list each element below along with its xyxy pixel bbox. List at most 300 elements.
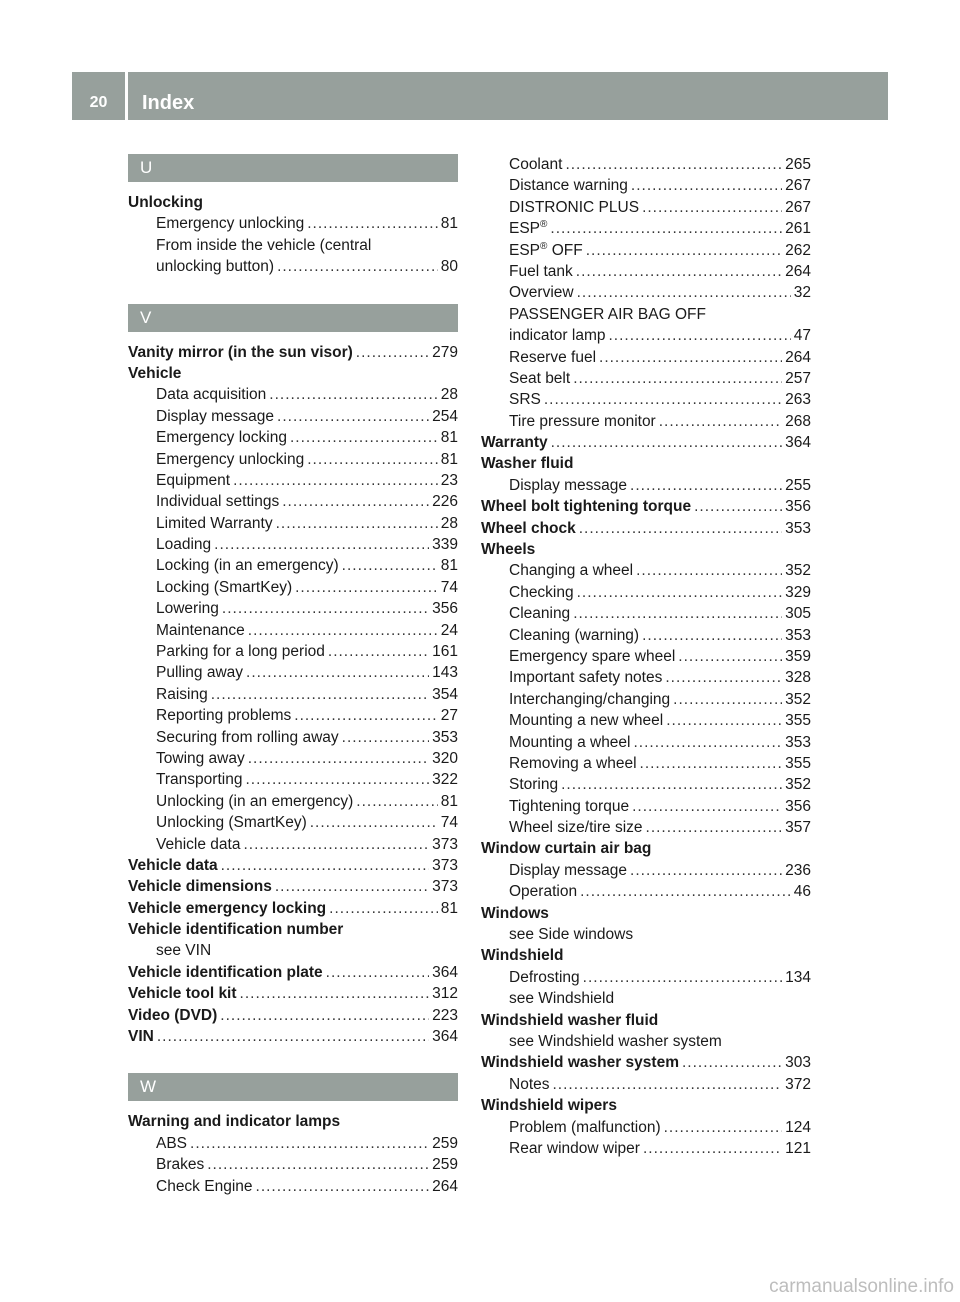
entry-label: Unlocking (SmartKey)	[156, 814, 307, 832]
page-reference[interactable]: 364	[432, 1028, 458, 1046]
dot-leader	[277, 406, 429, 427]
entry-label: Wheel chock	[481, 519, 576, 537]
entry-suffix: OFF	[547, 241, 583, 259]
index-subentry	[481, 774, 811, 795]
dot-leader	[275, 876, 429, 897]
entry-label: Limited Warranty	[156, 514, 273, 532]
page-reference[interactable]: 312	[432, 985, 458, 1003]
page-reference[interactable]: 359	[785, 647, 811, 665]
entry-text	[156, 662, 243, 683]
index-subentry	[128, 769, 458, 790]
page-reference[interactable]: 320	[432, 749, 458, 767]
entry-label: Transporting	[156, 771, 243, 789]
index-subentry	[128, 534, 458, 555]
index-subentry	[481, 625, 811, 646]
entry-text	[156, 598, 219, 619]
dot-leader	[220, 1005, 429, 1026]
entry-label: Warranty	[481, 434, 548, 452]
page-reference[interactable]: 267	[785, 198, 811, 216]
page-reference[interactable]: 223	[432, 1006, 458, 1024]
entry-text	[509, 325, 606, 346]
entry-label: Data acquisition	[156, 386, 267, 404]
dot-leader	[277, 256, 438, 277]
page-reference[interactable]: 353	[785, 626, 811, 644]
index-subentry	[481, 304, 811, 325]
entry-label: Raising	[156, 685, 208, 703]
page-reference[interactable]: 23	[440, 471, 458, 489]
entry-text	[128, 962, 323, 983]
dot-leader	[307, 449, 438, 470]
page-reference[interactable]: 329	[785, 583, 811, 601]
entry-label: Problem (malfunction)	[509, 1118, 661, 1136]
entry-text	[509, 646, 675, 667]
index-subentry	[481, 475, 811, 496]
page-reference[interactable]: 81	[440, 450, 458, 468]
index-subentry	[128, 641, 458, 662]
entry-text	[481, 1010, 658, 1031]
entry-text	[509, 261, 573, 282]
entry-text	[509, 753, 637, 774]
entry-text	[128, 855, 218, 876]
index-subentry	[481, 218, 811, 239]
entry-text	[156, 384, 266, 405]
page-reference[interactable]: 268	[785, 412, 811, 430]
dot-leader	[294, 705, 437, 726]
dot-leader	[573, 603, 782, 624]
index-subentry	[128, 406, 458, 427]
page-reference[interactable]: 355	[785, 712, 811, 730]
index-entry	[128, 1005, 458, 1026]
dot-leader	[579, 518, 782, 539]
page-reference[interactable]: 259	[432, 1156, 458, 1174]
index-subentry	[481, 582, 811, 603]
page-reference[interactable]: 353	[785, 733, 811, 751]
entry-label: Changing a wheel	[509, 562, 634, 580]
dot-leader	[643, 1138, 782, 1159]
entry-label: Important safety notes	[509, 669, 663, 687]
entry-text	[481, 903, 549, 924]
page-reference[interactable]: 74	[440, 814, 458, 832]
page-reference[interactable]: 356	[432, 600, 458, 618]
dot-leader	[631, 175, 782, 196]
index-subentry	[481, 646, 811, 667]
dot-leader	[577, 582, 783, 603]
page-reference[interactable]: 353	[785, 519, 811, 537]
page-reference[interactable]: 264	[432, 1177, 458, 1195]
index-subentry	[128, 791, 458, 812]
index-entry	[128, 1111, 458, 1132]
page-reference[interactable]: 24	[440, 621, 458, 639]
entry-text	[509, 774, 558, 795]
index-subentry	[128, 384, 458, 405]
dot-leader	[646, 817, 783, 838]
page-reference[interactable]: 27	[440, 707, 458, 725]
dot-leader	[599, 347, 782, 368]
page-reference[interactable]: 279	[432, 343, 458, 361]
page-reference[interactable]: 305	[785, 605, 811, 623]
entry-text	[156, 491, 279, 512]
entry-text	[481, 1052, 679, 1073]
entry-label: Loading	[156, 536, 212, 554]
registered-mark: ®	[540, 240, 548, 252]
index-subentry	[481, 368, 811, 389]
entry-text	[156, 470, 230, 491]
entry-text	[128, 1026, 154, 1047]
dot-leader	[580, 881, 791, 902]
entry-text	[128, 1111, 340, 1132]
index-subentry	[128, 577, 458, 598]
entry-label: Vanity mirror (in the sun visor)	[128, 343, 353, 361]
entry-label: PASSENGER AIR BAG OFF	[509, 305, 706, 323]
page-reference[interactable]: 236	[785, 861, 811, 879]
entry-label: Towing away	[156, 749, 245, 767]
entry-label: Windshield washer fluid	[481, 1011, 659, 1029]
dot-leader	[290, 427, 438, 448]
dot-leader	[214, 534, 429, 555]
page-reference[interactable]: 124	[785, 1118, 811, 1136]
entry-label: Removing a wheel	[509, 754, 637, 772]
entry-text	[156, 406, 274, 427]
page-reference[interactable]: 254	[432, 407, 458, 425]
entry-label: Distance warning	[509, 177, 628, 195]
index-subentry	[481, 197, 811, 218]
page-reference[interactable]: 353	[432, 728, 458, 746]
entry-label: Washer fluid	[481, 455, 574, 473]
dot-leader	[586, 240, 782, 261]
index-subentry	[481, 261, 811, 282]
index-subentry	[128, 598, 458, 619]
entry-text	[156, 620, 245, 641]
dot-leader	[665, 667, 782, 688]
page-reference[interactable]: 355	[785, 754, 811, 772]
page-reference[interactable]: 261	[785, 220, 811, 238]
index-subentry	[481, 603, 811, 624]
page-reference[interactable]: 373	[432, 856, 458, 874]
entry-text	[509, 625, 639, 646]
page-reference[interactable]: 352	[785, 562, 811, 580]
dot-leader	[642, 625, 782, 646]
entry-label: Individual settings	[156, 493, 280, 511]
page-reference[interactable]: 264	[785, 348, 811, 366]
page-reference[interactable]: 257	[785, 369, 811, 387]
entry-label: Equipment	[156, 471, 231, 489]
entry-text	[509, 881, 577, 902]
dot-leader	[544, 389, 782, 410]
dot-leader	[222, 598, 429, 619]
dot-leader	[329, 898, 438, 919]
entry-text	[509, 1117, 661, 1138]
entry-label: Notes	[509, 1075, 550, 1093]
page-reference[interactable]: 81	[440, 899, 458, 917]
page-reference[interactable]: 356	[785, 797, 811, 815]
page-header-bar	[72, 72, 888, 120]
dot-leader	[550, 218, 782, 239]
entry-text	[509, 796, 629, 817]
header-divider	[125, 72, 128, 120]
entry-label: Maintenance	[156, 621, 245, 639]
entry-label: Storing	[509, 776, 559, 794]
index-subentry	[481, 1031, 811, 1052]
index-subentry	[128, 748, 458, 769]
page-reference[interactable]: 121	[785, 1139, 811, 1157]
page-reference[interactable]: 364	[432, 963, 458, 981]
index-entry	[481, 945, 811, 966]
entry-label: Vehicle data	[156, 835, 241, 853]
dot-leader	[356, 791, 437, 812]
index-subentry	[481, 411, 811, 432]
index-subentry	[128, 555, 458, 576]
index-entry	[128, 1026, 458, 1047]
watermark: carmanualsonline.info	[769, 1276, 954, 1297]
page-reference[interactable]: 143	[432, 664, 458, 682]
page-reference[interactable]: 356	[785, 498, 811, 516]
index-column-left	[128, 154, 458, 1197]
index-subentry	[128, 256, 458, 277]
index-subentry	[128, 470, 458, 491]
page-reference[interactable]: 328	[785, 669, 811, 687]
page-reference[interactable]: 81	[440, 557, 458, 575]
entry-label: Mounting a new wheel	[509, 712, 664, 730]
index-subentry	[481, 1074, 811, 1095]
index-subentry	[128, 513, 458, 534]
page-reference[interactable]: 262	[785, 241, 811, 259]
index-subentry	[481, 924, 811, 945]
index-subentry	[481, 753, 811, 774]
index-subentry	[481, 154, 811, 175]
dot-leader	[609, 325, 791, 346]
entry-text	[509, 389, 541, 410]
index-subentry	[128, 449, 458, 470]
dot-leader	[642, 197, 782, 218]
entry-label: DISTRONIC PLUS	[509, 198, 640, 216]
entry-text	[156, 1154, 204, 1175]
entry-text	[509, 924, 633, 945]
entry-text	[509, 967, 580, 988]
page-reference[interactable]: 372	[785, 1075, 811, 1093]
entry-text	[509, 475, 627, 496]
entry-text	[128, 983, 237, 1004]
page-reference[interactable]: 259	[432, 1134, 458, 1152]
dot-leader	[221, 855, 430, 876]
entry-text	[156, 1176, 253, 1197]
entry-label: Wheel bolt tightening torque	[481, 498, 692, 516]
page-reference[interactable]: 28	[440, 386, 458, 404]
entry-text	[156, 791, 353, 812]
page-reference[interactable]: 74	[440, 578, 458, 596]
page-reference[interactable]: 357	[785, 819, 811, 837]
entry-text	[156, 748, 245, 769]
index-subentry	[481, 860, 811, 881]
index-entry	[128, 855, 458, 876]
entry-text	[128, 876, 272, 897]
page-reference[interactable]: 255	[785, 476, 811, 494]
registered-mark: ®	[540, 219, 548, 230]
index-subentry	[481, 796, 811, 817]
entry-label: Fuel tank	[509, 262, 573, 280]
entry-text	[156, 256, 274, 277]
page-reference[interactable]: 81	[440, 792, 458, 810]
index-subentry	[128, 1176, 458, 1197]
page-reference[interactable]: 303	[785, 1054, 811, 1072]
page-reference[interactable]: 81	[440, 215, 458, 233]
index-entry	[128, 876, 458, 897]
index-subentry	[128, 427, 458, 448]
dot-leader	[211, 684, 429, 705]
entry-label: Video (DVD)	[128, 1006, 218, 1024]
entry-label: unlocking button)	[156, 258, 275, 276]
entry-text	[509, 689, 670, 710]
dot-leader	[246, 662, 429, 683]
page-reference[interactable]: 46	[793, 883, 811, 901]
dot-leader	[561, 774, 782, 795]
dot-leader	[630, 475, 782, 496]
page-reference[interactable]: 373	[432, 835, 458, 853]
entry-label: Cleaning (warning)	[509, 626, 640, 644]
entry-text	[156, 449, 304, 470]
entry-text	[509, 732, 631, 753]
entry-label: Reserve fuel	[509, 348, 597, 366]
entry-text	[156, 940, 211, 961]
page-reference[interactable]: 226	[432, 493, 458, 511]
entry-label: see Side windows	[509, 926, 634, 944]
page-reference[interactable]: 352	[785, 690, 811, 708]
index-subentry	[481, 325, 811, 346]
entry-label: Brakes	[156, 1156, 205, 1174]
entry-label: VIN	[128, 1028, 154, 1046]
index-subentry	[128, 941, 458, 962]
page-reference[interactable]: 28	[440, 514, 458, 532]
entry-text	[481, 453, 573, 474]
entry-text	[509, 1074, 550, 1095]
entry-label: Vehicle tool kit	[128, 985, 237, 1003]
dot-leader	[245, 769, 429, 790]
index-entry	[481, 496, 811, 517]
entry-label: Emergency unlocking	[156, 215, 305, 233]
entry-text	[156, 213, 304, 234]
page-reference[interactable]: 267	[785, 177, 811, 195]
index-subentry	[481, 988, 811, 1009]
page-reference[interactable]: 161	[432, 643, 458, 661]
entry-text	[156, 555, 339, 576]
index-entry	[481, 539, 811, 560]
page-reference[interactable]: 373	[432, 878, 458, 896]
page-title: Index	[142, 92, 195, 114]
page-reference[interactable]: 322	[432, 771, 458, 789]
entry-label: Vehicle emergency locking	[128, 899, 327, 917]
index-subentry	[128, 213, 458, 234]
entry-text	[156, 769, 242, 790]
entry-label: see Windshield washer system	[509, 1033, 722, 1050]
entry-label: see VIN	[156, 942, 212, 960]
entry-text	[128, 192, 203, 213]
index-subentry	[481, 710, 811, 731]
dot-leader	[157, 1026, 429, 1047]
entry-text	[509, 603, 570, 624]
index-subentry	[481, 732, 811, 753]
entry-text	[156, 684, 208, 705]
entry-text	[509, 368, 570, 389]
entry-label: Windshield	[481, 947, 564, 965]
entry-label: Emergency unlocking	[156, 450, 305, 468]
index-subentry	[481, 282, 811, 303]
entry-label: Warning and indicator lamps	[128, 1113, 341, 1131]
page-reference[interactable]: 263	[785, 391, 811, 409]
dot-leader	[328, 641, 429, 662]
entry-label: Emergency spare wheel	[509, 647, 676, 665]
entry-label: Reporting problems	[156, 707, 292, 725]
entry-text	[481, 1095, 617, 1116]
index-subentry	[128, 727, 458, 748]
entry-label: ESP	[509, 241, 541, 259]
dot-leader	[636, 560, 782, 581]
dot-leader	[256, 1176, 430, 1197]
dot-leader	[233, 470, 438, 491]
page-reference[interactable]: 32	[793, 284, 811, 302]
entry-text	[156, 834, 240, 855]
entry-text	[156, 427, 287, 448]
page-reference[interactable]: 80	[440, 258, 458, 276]
page-reference[interactable]: 339	[432, 536, 458, 554]
entry-text	[509, 197, 639, 218]
page-reference[interactable]: 134	[785, 968, 811, 986]
page-reference[interactable]: 81	[440, 429, 458, 447]
entry-label: ABS	[156, 1134, 188, 1152]
entry-label: Seat belt	[509, 369, 571, 387]
page-reference[interactable]: 352	[785, 776, 811, 794]
entry-text	[509, 1138, 640, 1159]
entry-label: Windows	[481, 904, 549, 922]
index-subentry	[481, 667, 811, 688]
index-entry	[481, 1010, 811, 1031]
entry-text	[509, 411, 656, 432]
index-entry	[128, 983, 458, 1004]
entry-label: Windshield wipers	[481, 1097, 617, 1115]
entry-label: Vehicle dimensions	[128, 878, 272, 896]
index-subentry	[128, 834, 458, 855]
index-entry	[481, 903, 811, 924]
dot-leader	[678, 646, 782, 667]
page-reference[interactable]: 354	[432, 685, 458, 703]
dot-leader	[190, 1133, 429, 1154]
dot-leader	[282, 491, 429, 512]
entry-label: Coolant	[509, 155, 563, 173]
index-entry	[128, 363, 458, 384]
page-reference[interactable]: 47	[793, 327, 811, 345]
index-subentry	[481, 175, 811, 196]
dot-leader	[565, 154, 782, 175]
entry-label: Vehicle identification number	[128, 921, 344, 939]
entry-label: SRS	[509, 391, 541, 409]
dot-leader	[243, 834, 429, 855]
entry-label: Operation	[509, 883, 578, 901]
page-reference[interactable]: 364	[785, 434, 811, 452]
page-reference[interactable]: 264	[785, 262, 811, 280]
index-entry	[481, 432, 811, 453]
entry-text	[509, 282, 574, 303]
index-subentry	[481, 967, 811, 988]
page-reference[interactable]: 265	[785, 155, 811, 173]
entry-label: Wheel size/tire size	[509, 819, 643, 837]
entry-text	[509, 988, 614, 1009]
entry-text	[509, 175, 628, 196]
entry-text	[509, 218, 547, 239]
entry-label: Securing from rolling away	[156, 728, 339, 746]
index-subentry	[481, 347, 811, 368]
index-entry	[481, 1095, 811, 1116]
entry-text	[481, 945, 564, 966]
dot-leader	[583, 967, 782, 988]
dot-leader	[664, 1117, 783, 1138]
